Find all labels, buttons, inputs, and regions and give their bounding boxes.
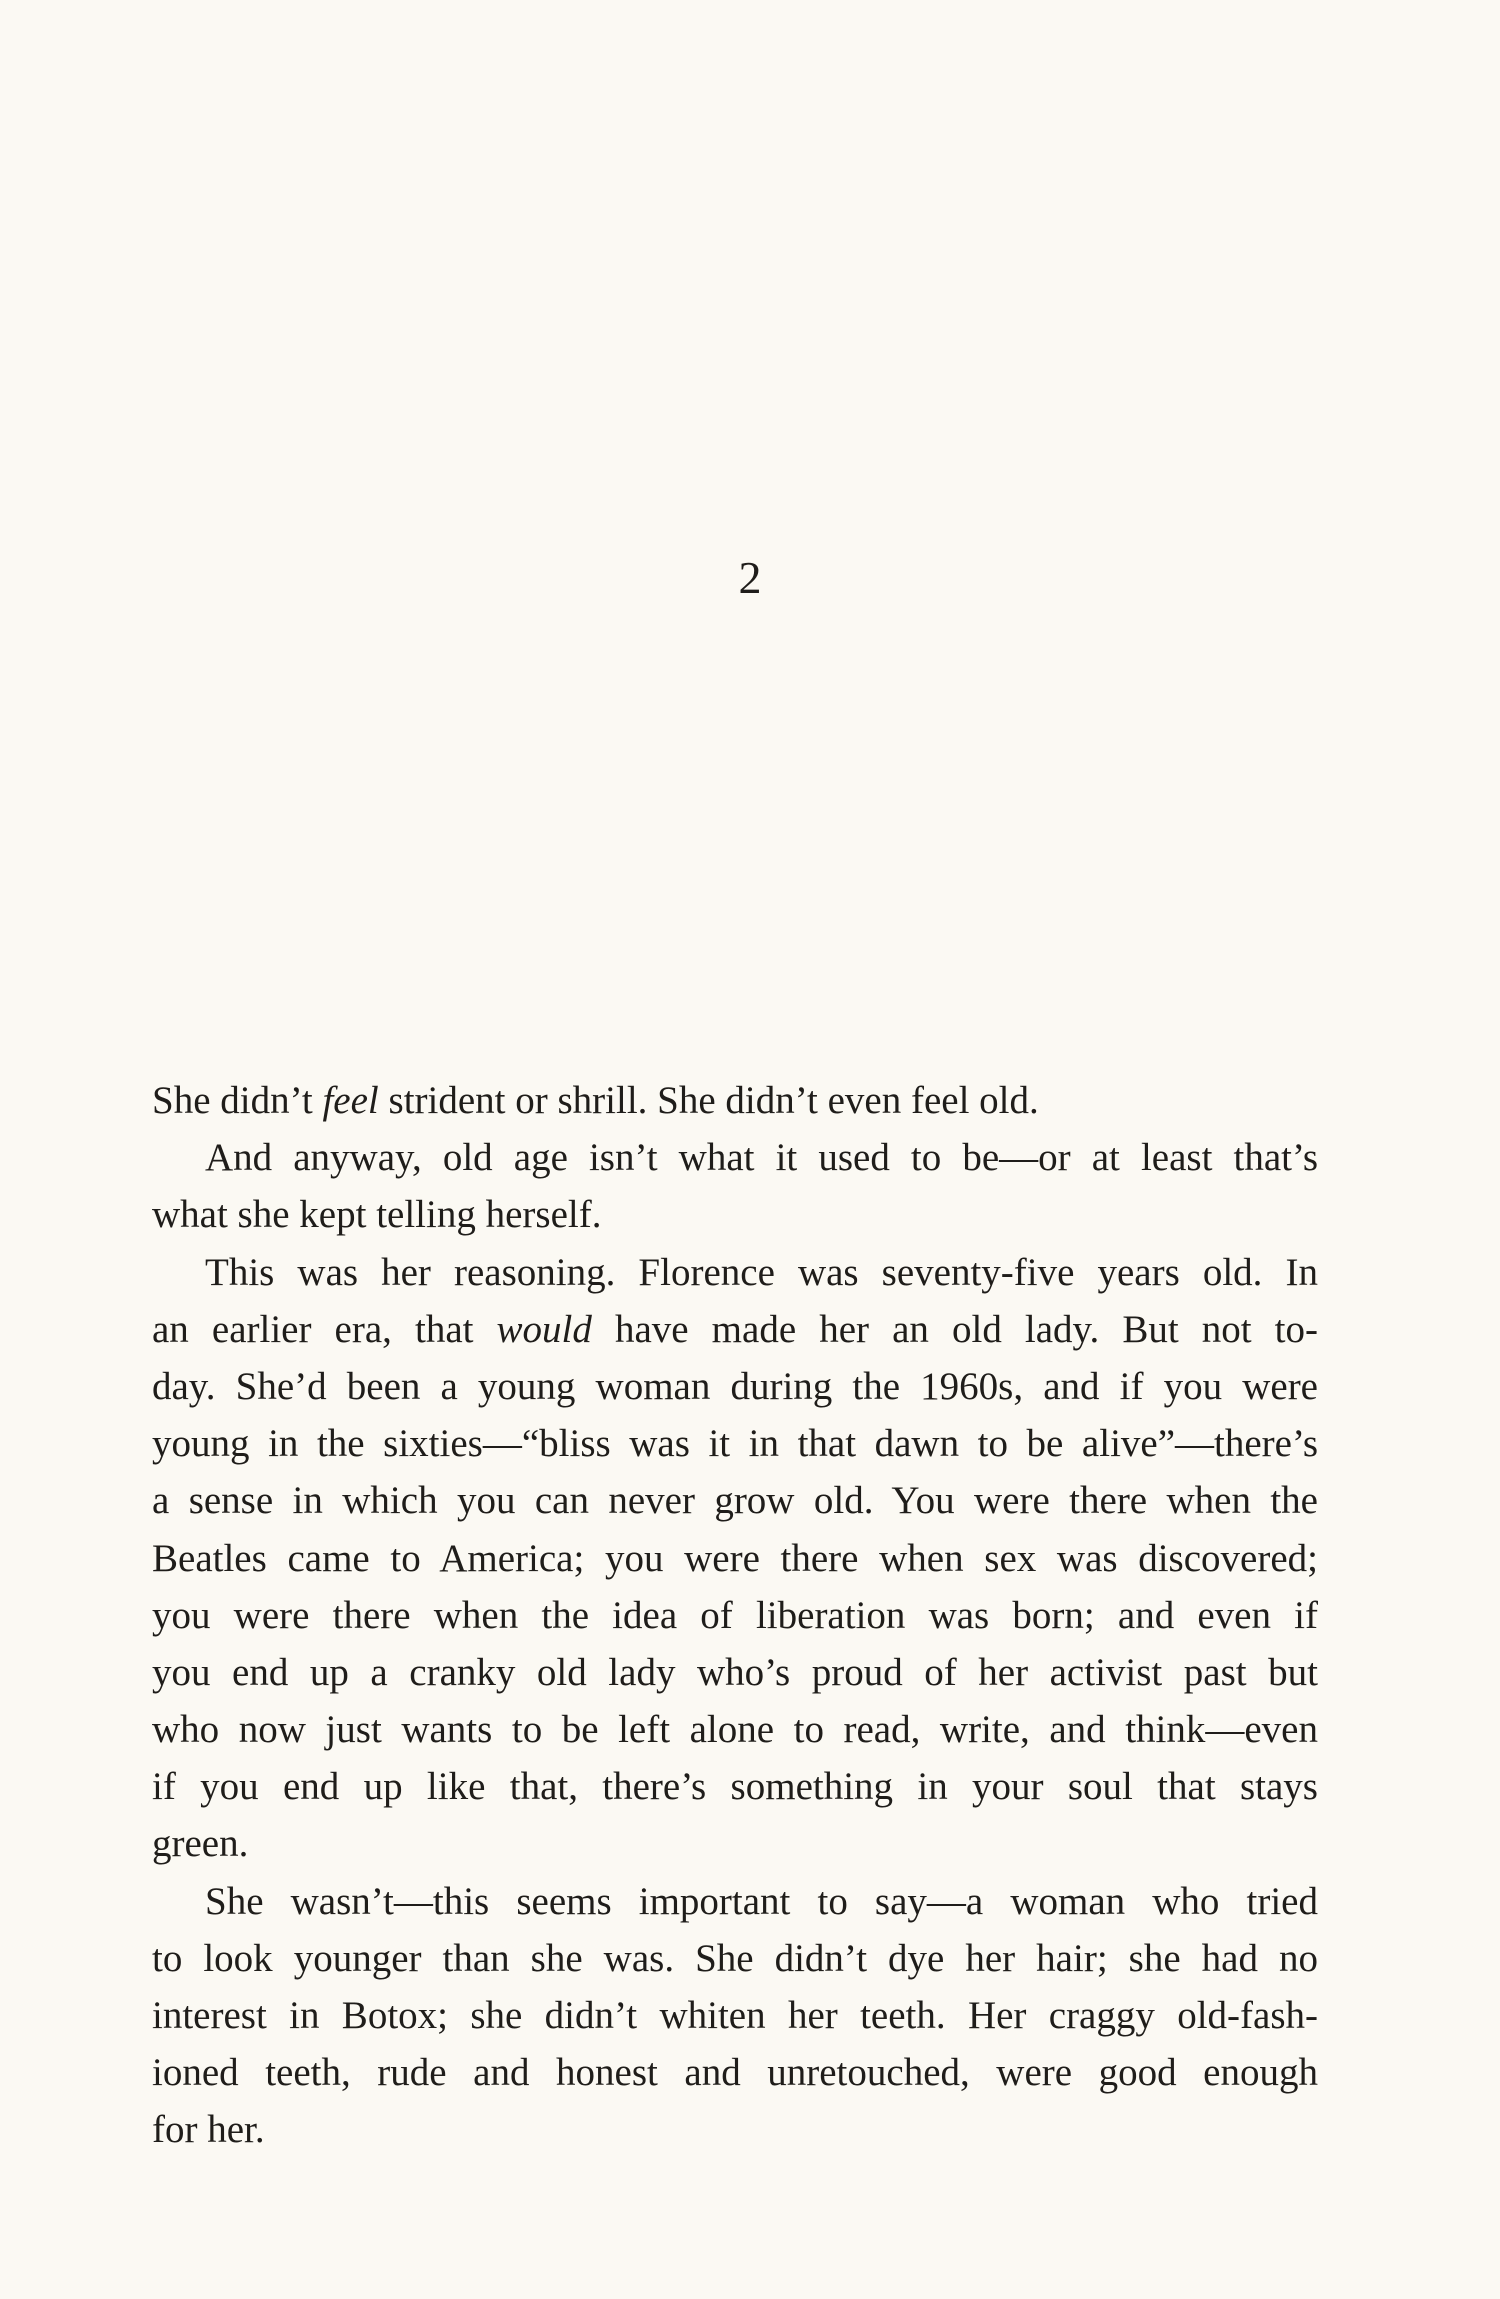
text-line: This was her reasoning. Florence was seventy-five years old. In <box>205 1250 1318 1294</box>
text-line: for her. <box>152 2108 265 2152</box>
text-line: what she kept telling herself. <box>152 1193 602 1237</box>
text-line: Beatles came to America; you were there when sex was discovered; <box>152 1536 1318 1580</box>
text-line: an earlier era, that would have made her an old lady. But not to- <box>152 1307 1318 1351</box>
body-text <box>152 1072 1318 2159</box>
text-line: ioned teeth, rude and honest and unretouched, were good enough <box>152 2051 1318 2095</box>
text-line: if you end up like that, there’s something in your soul that stays <box>152 1765 1318 1809</box>
text-line: you were there when the idea of liberation was born; and even if <box>152 1593 1318 1637</box>
chapter-number: 2 <box>738 552 762 603</box>
text-line: interest in Botox; she didn’t whiten her teeth. Her craggy old-fash- <box>152 1994 1318 2037</box>
text-line: green. <box>152 1822 249 1866</box>
text-line: And anyway, old age isn’t what it used to be—or at least that’s <box>205 1136 1318 1180</box>
text-line: She wasn’t—this seems important to say—a woman who tried <box>205 1879 1318 1923</box>
text-line: to look younger than she was. She didn’t dye her hair; she had no <box>152 1936 1318 1980</box>
text-line: She didn’t feel strident or shrill. She didn’t even feel old. <box>152 1079 1039 1122</box>
text-line: who now just wants to be left alone to read, write, and think—even <box>152 1708 1318 1752</box>
text-line: young in the sixties—“bliss was it in that dawn to be alive”—there’s <box>152 1422 1318 1466</box>
emphasis: would <box>496 1307 592 1351</box>
emphasis: feel <box>322 1079 379 1122</box>
text-line: a sense in which you can never grow old. You were there when the <box>152 1479 1318 1523</box>
text-line: day. She’d been a young woman during the 1960s, and if you were <box>152 1364 1318 1408</box>
text-line: you end up a cranky old lady who’s proud of her activist past but <box>152 1650 1318 1694</box>
